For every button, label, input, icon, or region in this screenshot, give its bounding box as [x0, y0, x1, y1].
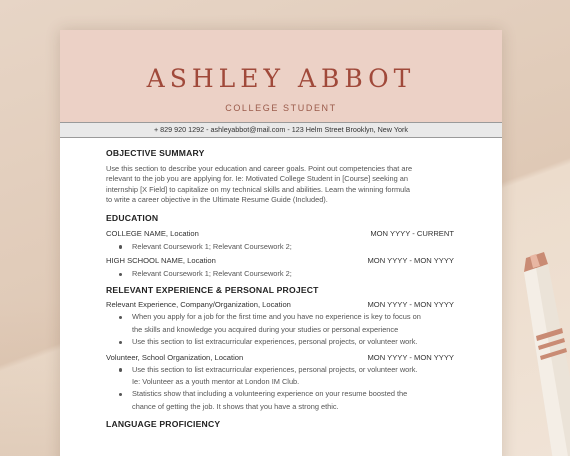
pen-icon [478, 250, 570, 456]
experience-entry [106, 300, 454, 309]
bullet-icon [119, 341, 122, 344]
bullet-text: When you apply for a job for the first time and you have no experience is key to focus on [132, 312, 421, 322]
objective-line: internship [X Field] to capitalize on my technical skills and abilities. Learn the winning formula [106, 184, 410, 194]
resume-page [60, 30, 502, 456]
bullet-text: Statistics show that including a volunteering experience on your resume boosted the [132, 389, 408, 399]
entry-title: Relevant Experience, Company/Organization, Location [106, 300, 291, 310]
objective-text [106, 164, 454, 206]
bullet-text: chance of getting the job. It shows that you have a strong ethic. [132, 401, 339, 411]
bullet-icon [119, 245, 122, 248]
bullet-text: Relevant Coursework 1; Relevant Coursework 2; [132, 241, 292, 251]
entry-title: HIGH SCHOOL NAME, Location [106, 256, 216, 266]
list-item [106, 241, 454, 253]
section-heading-objective: OBJECTIVE SUMMARY [106, 148, 205, 158]
list-item [106, 364, 454, 389]
bullet-text: Relevant Coursework 1; Relevant Coursework 2; [132, 269, 292, 279]
objective-line: relevant to the job you are applying for. Ie: Motivated College Student in [Course] seeking an [106, 174, 408, 184]
contact-band [60, 122, 502, 138]
contact-line: + 829 920 1292 - ashleyabbot@mail.com - 123 Helm Street Brooklyn, New York [153, 125, 408, 134]
objective-line: Use this section to describe your education and career goals. Point out competencies that are [106, 164, 413, 173]
objective-line: to write a career objective in the Ultimate Resume Guide (Included). [106, 195, 328, 205]
list-item [106, 336, 454, 348]
resume-name: ASHLEY ABBOT [146, 64, 416, 93]
resume-content [106, 148, 454, 429]
bullet-icon [119, 393, 122, 396]
background-shadow [0, 300, 60, 456]
bullet-text: Use this section to list extracurricular experiences, personal projects, or volunteer work. [132, 364, 418, 374]
entry-date: MON YYYY - MON YYYY [367, 352, 454, 362]
bullet-icon [119, 273, 122, 276]
bullet-icon [119, 316, 122, 319]
experience-entry [106, 353, 454, 362]
resume-subtitle: COLLEGE STUDENT [225, 103, 337, 113]
entry-date: MON YYYY - MON YYYY [367, 256, 454, 266]
bullet-icon [119, 368, 122, 371]
entry-title: Volunteer, School Organization, Location [106, 352, 244, 362]
section-heading-language: LANGUAGE PROFICIENCY [106, 419, 221, 430]
list-item [106, 388, 454, 413]
education-entry [106, 229, 454, 238]
section-heading-education: EDUCATION [106, 212, 159, 223]
list-item [106, 311, 454, 336]
education-entry [106, 256, 454, 265]
section-heading-experience: RELEVANT EXPERIENCE & PERSONAL PROJECT [106, 285, 319, 296]
entry-date: MON YYYY - CURRENT [370, 228, 454, 238]
bullet-text: Use this section to list extracurricular experiences, personal projects, or volunteer work. [132, 337, 418, 347]
list-item [106, 268, 454, 280]
bullet-text: the skills and knowledge you acquired during your studies or personal experience [132, 324, 399, 334]
entry-title: COLLEGE NAME, Location [106, 228, 199, 238]
entry-date: MON YYYY - MON YYYY [367, 300, 454, 310]
bullet-text: Ie: Volunteer as a youth mentor at London IM Club. [132, 377, 300, 387]
header-band [60, 30, 502, 122]
